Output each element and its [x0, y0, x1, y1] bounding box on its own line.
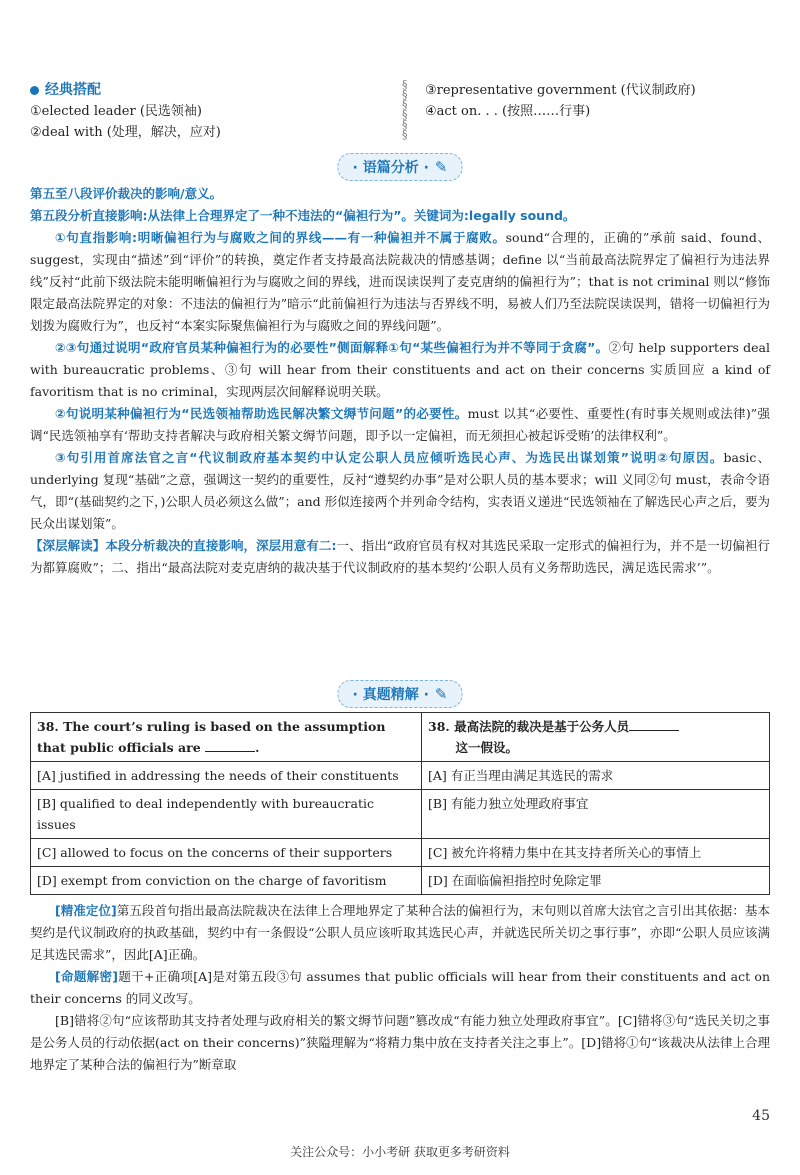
collocations-heading-text: 经典搭配 — [45, 82, 101, 98]
wrong-options-paragraph: [B]错将②句“应该帮助其支持者处理与政府相关的繁文缛节问题”篡改成“有能力独立处理政府事宜”。[C]错将③句“选民关切之事是公务人员的行动依据(act on their concerns)”狭隘理解为“将精力集中放在支持者关注之事上”。[D]错将①句“该裁决从法律上合理地界定了某种合法的偏袒行为”断章取 — [30, 1013, 770, 1072]
question-en-end: . — [255, 740, 260, 755]
locate-tag: [精准定位] — [55, 903, 117, 918]
option-cn: [C] 被允许将精力集中在其支持者所关心的事情上 — [422, 839, 770, 867]
question-cn-text: 38. 最高法院的裁决是基于公务人员 — [428, 719, 630, 734]
quill-pen-icon: ✎ — [434, 685, 448, 703]
collocations-box — [30, 80, 770, 142]
answer-blank — [629, 716, 679, 731]
option-en: [D] exempt from conviction on the charge of favoritism — [31, 867, 422, 895]
paragraph-head: ②句说明某种偏袒行为“民选领袖帮助选民解决繁文缛节问题”的必要性。 — [55, 406, 468, 421]
collocation-item: ④act on. . . (按照……行事) — [425, 104, 591, 119]
deep-reading-body: 一、指出“政府官员有权对其选民采取一定形式的偏袒行为，并不是一切偏袒行为都算腐败”；二、指出“最高法院对麦克唐纳的裁决基于代议制政府的基本契约‘公职人员有义务帮助选民，满足选民需求’”。 — [30, 538, 770, 575]
analysis-lead: 第五段分析直接影响:从法律上合理界定了一种不违法的“偏袒行为”。关键词为:legally sound。 — [30, 208, 576, 223]
deep-reading-head: 【深层解读】本段分析裁决的直接影响，深层用意有二: — [30, 538, 337, 553]
paragraph-body: must 以其“必要性、重要性(有时事关规则或法律)”强调“民选领袖享有‘帮助支持者解决与政府相关繁文缛节问题，即予以一定偏袒，而无须担心被起诉受贿’的法律权利”。 — [30, 406, 770, 443]
option-en: [B] qualified to deal independently with bureaucratic issues — [31, 790, 422, 839]
question-table — [30, 712, 770, 895]
paragraph-head: ③句引用首席法官之言“代议制政府基本契约中认定公职人员应倾听选民心声、为选民出谋划策”说明②句原因。 — [55, 450, 724, 465]
analysis-body — [30, 183, 770, 579]
exam-section-badge: · 真题精解 · ✎ — [338, 680, 463, 708]
analysis-section-badge: · 语篇分析 · ✎ — [338, 153, 463, 181]
question-en — [31, 713, 422, 762]
option-cn: [B] 有能力独立处理政府事宜 — [422, 790, 770, 839]
page-number: 45 — [752, 1108, 770, 1124]
collocations-right — [425, 80, 770, 122]
analysis-lead: 第五至八段评价裁决的影响/意义。 — [30, 186, 223, 201]
option-row — [31, 867, 770, 895]
option-row — [31, 839, 770, 867]
spiral-divider-icon: § § § § § § — [402, 78, 408, 141]
locate-body: 第五段首句指出最高法院裁决在法律上合理地界定了某种合法的偏袒行为，末句则以首席大法官之言引出其依据：基本契约是代议制政府的执政基础，契约中有一条假设“公职人员应该听取其选民心声，并就选民所关切之事行事”，亦即“公职人员应该满足其选民需求”，因此[A]正确。 — [30, 903, 770, 962]
exam-badge-text: 真题精解 — [362, 687, 419, 703]
question-row — [31, 713, 770, 762]
paragraph-body: sound“合理的，正确的”承前 said、found、suggest，实现由“描述”到“评价”的转换，奠定作者支持最高法院裁决的情感基调；define 以“当前最高法院界定了偏袒行为违法界线”反衬“此前下级法院未能明晰偏袒行为与腐败之间的界线，进而误读误判了麦克唐纳的偏袒行为”；that is not criminal 则以“修饰限定最高法院界定的对象：不违法的偏袒行为”暗示“此前偏袒行为违法与否界线不明，易被人们乃至法院误读误判，错将一切偏袒行为划拨为腐败行为”，也反衬“本案实际聚焦偏袒行为与腐败之间的界线问题”。 — [30, 230, 770, 333]
bullet-dot-icon — [30, 86, 39, 95]
deep-reading — [30, 535, 770, 579]
quill-pen-icon: ✎ — [434, 158, 448, 176]
option-row — [31, 762, 770, 790]
option-en: [C] allowed to focus on the concerns of their supporters — [31, 839, 422, 867]
decode-body: 题干+正确项[A]是对第五段③句 assumes that public officials will hear from their constituents and act on their concerns 的同义改写。 — [30, 969, 770, 1006]
collocations-left — [30, 80, 390, 143]
paragraph-head: ②③句通过说明“政府官员某种偏袒行为的必要性”侧面解释①句“某些偏袒行为并不等同于贪腐”。 — [55, 340, 609, 355]
analysis-paragraph — [30, 447, 770, 535]
locate-paragraph — [30, 900, 770, 966]
footer-note: 关注公众号：小小考研 获取更多考研资料 — [290, 1145, 510, 1159]
analysis-paragraph — [30, 227, 770, 337]
option-row — [31, 790, 770, 839]
explanation-body — [30, 900, 770, 1076]
paragraph-body: basic、underlying 复现“基础”之意，强调这一契约的重要性，反衬“遵契约办事”是对公职人员的基本要求；will 义同②句 must，表命令语气，即“(基础契约之下，)公职人员必须这么做”；and 形似连接两个并列命令结构，实表语义递进“民选领袖在了解选民心声之后，要为民众出谋划策”。 — [30, 450, 770, 531]
option-cn: [A] 有正当理由满足其选民的需求 — [422, 762, 770, 790]
collocation-item: ②deal with (处理，解决，应对) — [30, 125, 221, 140]
answer-blank — [205, 737, 255, 752]
analysis-paragraph — [30, 337, 770, 403]
paragraph-body: ②句 help supporters deal with bureaucratic problems、③句 will hear from their constituents and act on their concerns 实质回应 a kind of favoritism that is no criminal，实现两层次间解释说明关联。 — [30, 340, 770, 399]
option-cn: [D] 在面临偏袒指控时免除定罪 — [422, 867, 770, 895]
question-cn-end: 这一假设。 — [455, 740, 519, 755]
question-en-text: 38. The court’s ruling is based on the assumption that public officials are — [37, 719, 386, 755]
question-cn — [422, 713, 770, 762]
analysis-badge-text: 语篇分析 — [362, 160, 419, 176]
decode-paragraph — [30, 966, 770, 1010]
paragraph-head: ①句直指影响:明晰偏袒行为与腐败之间的界线——有一种偏袒并不属于腐败。 — [55, 230, 506, 245]
collocation-item: ①elected leader (民选领袖) — [30, 104, 202, 119]
collocations-heading — [30, 80, 390, 101]
collocation-item: ③representative government (代议制政府) — [425, 83, 696, 98]
decode-tag: [命题解密] — [55, 969, 119, 984]
option-en: [A] justified in addressing the needs of their constituents — [31, 762, 422, 790]
analysis-paragraph — [30, 403, 770, 447]
